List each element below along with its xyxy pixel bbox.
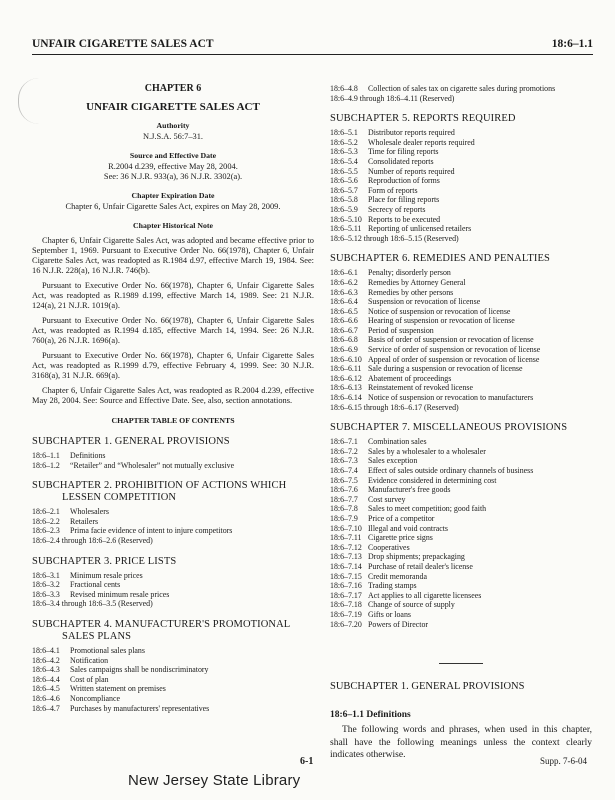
toc-entry <box>32 704 314 714</box>
section-number: 18:6–7.13 <box>330 552 362 562</box>
section-title: Manufacturer's free goods <box>368 485 451 495</box>
section-number: 18:6–7.19 <box>330 609 362 619</box>
section-title: Suspension or revocation of license <box>368 297 481 307</box>
section-text: The following words and phrases, when used in this chapter, shall have the following meanings unless the context clearly indicates otherwise. <box>330 725 592 761</box>
subchapter-6-title: SUBCHAPTER 6. REMEDIES AND PENALTIES <box>330 253 550 265</box>
toc-entry <box>330 543 592 553</box>
section-title: Reports to be executed <box>368 214 441 224</box>
toc-list <box>330 268 592 412</box>
expiration-heading: Chapter Expiration Date <box>131 191 215 200</box>
section-title: Cooperatives <box>368 542 410 552</box>
toc-entry <box>330 476 592 486</box>
section-title: Notice of suspension or revocation of license <box>368 306 511 316</box>
section-title: Remedies by other persons <box>368 287 454 297</box>
section-title: Secrecy of reports <box>368 204 426 214</box>
section-title: Cigarette price signs <box>368 533 433 543</box>
authority-text: N.J.S.A. 56:7–31. <box>142 132 204 141</box>
section-title: Noncompliance <box>70 693 120 703</box>
section-number: 18:6–7.4 <box>330 466 358 475</box>
toc-entry <box>32 590 314 600</box>
subchapter-7-title: SUBCHAPTER 7. MISCELLANEOUS PROVISIONS <box>330 422 568 434</box>
section-number: 18:6–6.11 <box>330 364 362 374</box>
toc-entry <box>330 215 592 225</box>
section-title: Sale during a suspension or revocation of license <box>368 364 523 374</box>
section-title: Service of order of suspension or revocation of license <box>368 345 541 355</box>
section-number: 18:6–5.7 <box>330 185 358 195</box>
toc-list <box>330 128 592 243</box>
section-title: Revised minimum resale prices <box>70 589 170 599</box>
toc-entry <box>330 297 592 307</box>
historical-paragraph: Chapter 6, Unfair Cigarette Sales Act, was readopted as R.2004 d.239, effective May 28, 2004. See: Source and Effective Date. See, also, section annotations. <box>32 386 314 405</box>
section-title: Penalty; disorderly person <box>368 268 451 278</box>
section-number: 18:6–7.20 <box>330 619 362 629</box>
section-number: 18:6–6.13 <box>330 383 362 393</box>
section-number: 18:6–5.1 <box>330 128 358 138</box>
toc-entry <box>32 684 314 694</box>
section-number: 18:6–7.3 <box>330 456 358 466</box>
subchapter-title-line: SALES PLANS <box>62 630 132 642</box>
toc-entry <box>330 224 592 234</box>
section-title: Purchase of retail dealer's license <box>368 561 473 571</box>
section-title: Period of suspension <box>368 325 434 335</box>
toc-entry <box>32 694 314 704</box>
section-title: Purchases by manufacturers' representatives <box>70 703 210 713</box>
section-title: Gifts or loans <box>368 609 411 619</box>
section-number: 18:6–7.17 <box>330 590 362 600</box>
toc-entry <box>330 147 592 157</box>
section-title: Fractional cents <box>70 580 121 590</box>
toc-entry <box>330 552 592 562</box>
toc-entry <box>330 374 592 384</box>
section-number: 18:6–6.7 <box>330 325 358 335</box>
section-number: 18:6–6.8 <box>330 335 358 345</box>
section-number: 18:6–4.7 <box>32 703 60 713</box>
historical-paragraph: Pursuant to Executive Order No. 66(1978), Chapter 6, Unfair Cigarette Sales Act, was readopted as R.1989 d.199, effective March 14, 1989. See: 21 N.J.R. 124(a), 21 N.J.R. 1019(a). <box>32 281 314 310</box>
running-header <box>32 38 593 55</box>
section-heading: 18:6–1.1 Definitions <box>330 710 411 721</box>
toc-list <box>32 571 314 609</box>
toc-entry <box>330 524 592 534</box>
section-title: Distributor reports required <box>368 128 455 138</box>
toc-entry <box>330 195 592 205</box>
section-number: 18:6–4.8 <box>330 84 358 93</box>
section-title: Abatement of proceedings <box>368 373 452 383</box>
section-number: 18:6–6.1 <box>330 268 358 278</box>
toc-entry <box>330 268 592 278</box>
section-number: 18:6–3.3 <box>32 589 60 599</box>
toc-entry <box>32 646 314 656</box>
section-title: Time for filing reports <box>368 147 439 157</box>
section-title: Basis of order of suspension or revocation of license <box>368 335 534 345</box>
section-number: 18:6–7.16 <box>330 581 362 591</box>
toc-entry <box>330 307 592 317</box>
right-column <box>330 84 592 762</box>
subchapter-2-title <box>32 480 314 504</box>
toc-entry <box>330 364 592 374</box>
section-number: 18:6–5.10 <box>330 214 362 224</box>
subchapter-4-title <box>32 619 314 643</box>
toc-entry <box>330 514 592 524</box>
toc-entry <box>32 665 314 675</box>
section-number: 18:6–5.11 <box>330 224 362 234</box>
toc-entry <box>32 580 314 590</box>
page-number: 6-1 <box>300 756 314 767</box>
toc-entry <box>330 316 592 326</box>
toc-entry <box>330 591 592 601</box>
section-number: 18:6–4.1 <box>32 645 60 655</box>
toc-entry <box>32 526 314 536</box>
section-number: 18:6–5.5 <box>330 166 358 176</box>
toc-entry <box>330 600 592 610</box>
section-number: 18:6–1.2 <box>32 460 60 470</box>
toc-entry <box>330 138 592 148</box>
section-number: 18:6–7.8 <box>330 504 358 514</box>
section-number: 18:6–6.5 <box>330 306 358 316</box>
toc-entry <box>32 507 314 517</box>
toc-entry <box>330 128 592 138</box>
section-title: Effect of sales outside ordinary channels of business <box>368 466 534 475</box>
divider <box>439 663 483 664</box>
section-number: 18:6–5.9 <box>330 204 358 214</box>
section-number: 18:6–6.6 <box>330 316 358 326</box>
section-number: 18:6–2.2 <box>32 516 60 526</box>
section-number: 18:6–7.5 <box>330 475 358 485</box>
section-number: 18:6–7.6 <box>330 485 358 495</box>
toc-entry <box>330 393 592 403</box>
toc-entry <box>330 581 592 591</box>
toc-heading: CHAPTER TABLE OF CONTENTS <box>111 416 235 425</box>
source-line: See: 36 N.J.R. 933(a), 36 N.J.R. 3302(a). <box>103 172 243 181</box>
section-title: Written statement on premises <box>70 684 166 694</box>
section-title: Powers of Director <box>368 619 429 629</box>
section-number: 18:6–4.3 <box>32 665 60 675</box>
section-number: 18:6–6.14 <box>330 393 362 403</box>
section-title: Cost of plan <box>70 674 109 684</box>
section-title: Credit memoranda <box>368 571 427 581</box>
section-number: 18:6–6.9 <box>330 345 358 355</box>
section-title: “Retailer” and “Wholesaler” not mutually exclusive <box>70 460 235 470</box>
toc-entry <box>330 562 592 572</box>
section-number: 18:6–3.1 <box>32 570 60 580</box>
authority-heading: Authority <box>156 121 190 130</box>
toc-entry <box>330 186 592 196</box>
section-title: Cost survey <box>368 494 406 504</box>
reserved-range: 18:6–5.12 through 18:6–5.15 (Reserved) <box>330 233 459 243</box>
toc-entry <box>330 383 592 393</box>
section-number: 18:6–5.3 <box>330 147 358 157</box>
toc-entry <box>330 288 592 298</box>
subchapter-5-title: SUBCHAPTER 5. REPORTS REQUIRED <box>330 113 516 125</box>
section-title: Hearing of suspension or revocation of license <box>368 316 515 326</box>
section-number: 18:6–6.3 <box>330 287 358 297</box>
subchapter-title-line: SUBCHAPTER 2. PROHIBITION OF ACTIONS WHICH <box>32 480 287 492</box>
toc-entry <box>330 447 592 457</box>
section-number: 18:6–7.11 <box>330 533 362 543</box>
section-title: Wholesalers <box>70 507 109 517</box>
library-stamp: New Jersey State Library <box>128 772 301 789</box>
section-number: 18:6–7.2 <box>330 446 358 456</box>
historical-paragraph: Pursuant to Executive Order No. 66(1978), Chapter 6, Unfair Cigarette Sales Act, was readopted as R.1999 d.79, effective February 4, 1999. See: 30 N.J.R. 3168(a), 31 N.J.R. 669(a). <box>32 351 314 380</box>
section-title: Change of source of supply <box>368 600 455 610</box>
section-title: Notification <box>70 655 109 665</box>
historical-paragraph: Chapter 6, Unfair Cigarette Sales Act, was adopted and became effective prior to September 1, 1969. Pursuant to Executive Order No. 66(1978), Chapter 6, Unfair Cigarette Sales Act, was readopted as R.1984 d.97, effective March 19, 1984. See: 16 N.J.R. 228(a), 16 N.J.R. 746(b). <box>32 236 314 275</box>
section-title: Wholesale dealer reports required <box>368 137 475 147</box>
section-number: 18:6–7.1 <box>330 437 358 447</box>
section-number: 18:6–5.4 <box>330 156 358 166</box>
toc-entry <box>330 533 592 543</box>
toc-entry <box>32 461 314 471</box>
section-title: Notice of suspension or revocation to manufacturers <box>368 393 534 403</box>
section-title: Reporting of unlicensed retailers <box>368 224 472 234</box>
section-number: 18:6–4.4 <box>32 674 60 684</box>
toc-entry <box>330 620 592 630</box>
toc-entry <box>330 355 592 365</box>
left-column <box>32 66 314 713</box>
historical-note-heading: Chapter Historical Note <box>133 221 213 230</box>
section-title: Collection of sales tax on cigarette sales during promotions <box>368 84 556 93</box>
toc-entry <box>330 437 592 447</box>
section-number: 18:6–7.12 <box>330 542 362 552</box>
section-number: 18:6–4.6 <box>32 693 60 703</box>
subchapter-1-title: SUBCHAPTER 1. GENERAL PROVISIONS <box>32 436 230 447</box>
body-subchapter-title: SUBCHAPTER 1. GENERAL PROVISIONS <box>330 681 525 693</box>
toc-entry <box>330 335 592 345</box>
toc-entry <box>32 451 314 461</box>
section-number: 18:6–6.10 <box>330 354 362 364</box>
section-title: Form of reports <box>368 185 418 195</box>
toc-entry <box>330 504 592 514</box>
section-title: Sales exception <box>368 456 418 466</box>
toc-entry <box>330 610 592 620</box>
section-title: Prima facie evidence of intent to injure competitors <box>70 526 233 536</box>
reserved-range: 18:6–3.4 through 18:6–3.5 (Reserved) <box>32 599 153 609</box>
section-number: 18:6–6.12 <box>330 373 362 383</box>
source-heading: Source and Effective Date <box>129 151 217 160</box>
toc-entry <box>330 84 592 94</box>
toc-list <box>330 84 592 103</box>
header-title: UNFAIR CIGARETTE SALES ACT <box>32 38 214 50</box>
section-number: 18:6–1.1 <box>32 451 60 460</box>
section-title: Retailers <box>70 516 99 526</box>
header-section-number: 18:6–1.1 <box>551 38 593 50</box>
chapter-title: UNFAIR CIGARETTE SALES ACT <box>86 101 260 113</box>
supplement-date: Supp. 7-6-04 <box>540 756 587 766</box>
toc-entry <box>330 495 592 505</box>
toc-entry <box>330 345 592 355</box>
toc-entry <box>330 326 592 336</box>
reserved-range: 18:6–4.9 through 18:6–4.11 (Reserved) <box>330 93 455 103</box>
section-title: Sales to meet competition; good faith <box>368 504 487 514</box>
toc-entry <box>32 675 314 685</box>
section-number: 18:6–2.1 <box>32 507 60 517</box>
toc-list <box>330 437 592 629</box>
reserved-range: 18:6–2.4 through 18:6–2.6 (Reserved) <box>32 535 153 545</box>
section-title: Number of reports required <box>368 166 455 176</box>
section-number: 18:6–5.2 <box>330 137 358 147</box>
toc-entry <box>330 572 592 582</box>
subchapter-3-title: SUBCHAPTER 3. PRICE LISTS <box>32 555 177 567</box>
toc-list <box>32 646 314 713</box>
historical-paragraph: Pursuant to Executive Order No. 66(1978), Chapter 6, Unfair Cigarette Sales Act, was readopted as R.1994 d.185, effective March 14, 1994. See: 26 N.J.R. 760(a), 26 N.J.R. 1696(a). <box>32 316 314 345</box>
section-title: Drop shipments; prepackaging <box>368 552 465 562</box>
section-title: Sales campaigns shall be nondiscriminatory <box>70 665 209 675</box>
toc-entry <box>330 167 592 177</box>
section-title: Reinstatement of revoked license <box>368 383 473 393</box>
section-number: 18:6–4.2 <box>32 655 60 665</box>
section-number: 18:6–6.4 <box>330 297 358 307</box>
toc-entry <box>330 278 592 288</box>
section-title: Evidence considered in determining cost <box>368 475 497 485</box>
section-title: Consolidated reports <box>368 156 434 166</box>
toc-entry <box>330 485 592 495</box>
section-title: Appeal of order of suspension or revocation of license <box>368 354 540 364</box>
section-title: Reproduction of forms <box>368 176 440 186</box>
section-number: 18:6–7.9 <box>330 513 358 523</box>
section-title: Minimum resale prices <box>70 570 143 580</box>
subchapter-title-line: LESSEN COMPETITION <box>62 492 177 504</box>
section-number: 18:6–4.5 <box>32 684 60 694</box>
toc-list <box>32 451 314 470</box>
chapter-number: CHAPTER 6 <box>144 83 202 94</box>
toc-entry <box>32 571 314 581</box>
section-number: 18:6–5.8 <box>330 195 358 205</box>
section-number: 18:6–6.2 <box>330 277 358 287</box>
section-title: Remedies by Attorney General <box>368 277 466 287</box>
toc-entry <box>330 456 592 466</box>
section-number: 18:6–7.14 <box>330 561 362 571</box>
section-title: Promotional sales plans <box>70 645 145 655</box>
toc-entry <box>330 176 592 186</box>
toc-list <box>32 507 314 545</box>
section-number: 18:6–7.10 <box>330 523 362 533</box>
source-line: R.2004 d.239, effective May 28, 2004. <box>108 162 238 171</box>
section-title: Combination sales <box>368 437 427 447</box>
toc-entry <box>330 157 592 167</box>
reserved-range: 18:6–6.15 through 18:6–6.17 (Reserved) <box>330 402 459 412</box>
section-title: Trading stamps <box>368 581 417 591</box>
toc-entry <box>330 205 592 215</box>
toc-entry <box>32 656 314 666</box>
section-number: 18:6–7.15 <box>330 571 362 581</box>
section-number: 18:6–7.18 <box>330 600 362 610</box>
section-title: Price of a competitor <box>368 513 435 523</box>
toc-entry <box>330 466 592 476</box>
section-title: Act applies to all cigarette licensees <box>368 590 482 600</box>
section-title: Sales by a wholesaler to a wholesaler <box>368 446 486 456</box>
section-title: Place for filing reports <box>368 195 440 205</box>
section-title: Illegal and void contracts <box>368 523 448 533</box>
expiration-text: Chapter 6, Unfair Cigarette Sales Act, expires on May 28, 2009. <box>65 202 281 211</box>
toc-entry <box>32 517 314 527</box>
section-title: Definitions <box>70 451 106 460</box>
section-number: 18:6–7.7 <box>330 494 358 504</box>
subchapter-title-line: SUBCHAPTER 4. MANUFACTURER'S PROMOTIONAL <box>32 618 291 630</box>
section-number: 18:6–5.6 <box>330 176 358 186</box>
section-number: 18:6–3.2 <box>32 580 60 590</box>
section-number: 18:6–2.3 <box>32 526 60 536</box>
